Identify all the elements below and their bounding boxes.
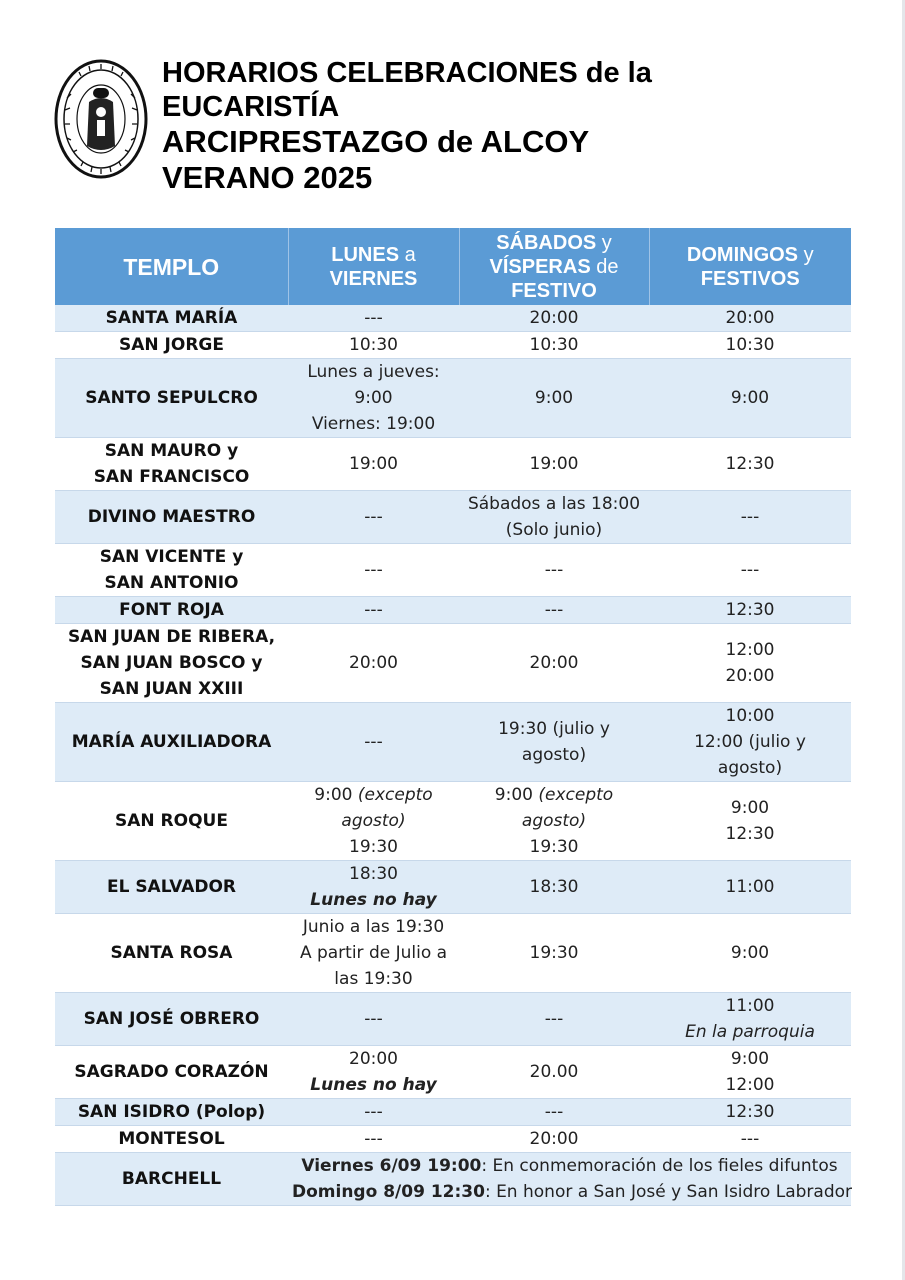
lunes-viernes-cell xyxy=(288,438,459,491)
domingos-cell xyxy=(649,861,851,914)
templo-name: SAN ROQUE xyxy=(115,811,228,831)
sabados-cell xyxy=(459,1046,649,1099)
time-value: 19:30 xyxy=(349,837,398,857)
templo-name: SAN FRANCISCO xyxy=(93,467,250,487)
lunes-viernes-cell xyxy=(288,914,459,993)
domingos-cell xyxy=(649,914,851,993)
time-value: --- xyxy=(364,600,383,620)
time-value: 10:30 xyxy=(529,335,579,355)
lunes-viernes-cell xyxy=(288,1126,459,1153)
domingos-cell xyxy=(649,544,851,597)
templo-name: DIVINO MAESTRO xyxy=(87,507,256,527)
sabados-cell xyxy=(459,703,649,782)
time-value: 11:00 xyxy=(725,996,775,1016)
lunes-viernes-cell xyxy=(288,861,459,914)
barchell-schedule-cell xyxy=(288,1153,851,1206)
time-value: Sábados a las 18:00 xyxy=(467,494,641,514)
exception-note: Lunes no hay xyxy=(310,1075,437,1095)
templo-name: SAN JUAN XXIII xyxy=(99,679,244,699)
header-viernes: VIERNES xyxy=(329,267,418,290)
header-lunes: LUNES xyxy=(331,243,400,266)
sabados-cell xyxy=(459,993,649,1046)
exception-note: agosto) xyxy=(341,811,406,831)
templo-cell xyxy=(55,1099,288,1126)
lunes-viernes-cell xyxy=(288,597,459,624)
time-value: 20:00 xyxy=(725,666,775,686)
lunes-viernes-cell xyxy=(288,703,459,782)
time-value: 20.00 xyxy=(529,1062,579,1082)
exception-note: (excepto xyxy=(352,785,433,805)
time-value: Junio a las 19:30 xyxy=(302,917,445,937)
templo-cell xyxy=(55,359,288,438)
time-value: 10:00 xyxy=(725,706,775,726)
templo-name: SAN VICENTE y xyxy=(99,547,244,567)
sabados-cell xyxy=(459,1126,649,1153)
sabados-cell xyxy=(459,544,649,597)
templo-name: SANTO SEPULCRO xyxy=(85,388,258,408)
table-row xyxy=(55,861,851,914)
table-row xyxy=(55,597,851,624)
sabados-cell xyxy=(459,914,649,993)
domingos-cell xyxy=(649,703,851,782)
time-value: 12:00 xyxy=(725,640,775,660)
time-value: --- xyxy=(740,1129,760,1149)
templo-name: FONT ROJA xyxy=(119,600,224,620)
sabados-cell xyxy=(459,597,649,624)
templo-cell xyxy=(55,491,288,544)
table-row xyxy=(55,491,851,544)
time-value: --- xyxy=(544,560,564,580)
time-value: 20:00 xyxy=(725,308,775,328)
domingos-cell xyxy=(649,332,851,359)
table-row xyxy=(55,438,851,491)
templo-cell xyxy=(55,993,288,1046)
time-value: 9:00 xyxy=(730,943,770,963)
header-lunes-viernes xyxy=(288,228,459,305)
domingos-cell xyxy=(649,1046,851,1099)
header-sabados xyxy=(459,228,649,305)
time-value: 9:00 xyxy=(730,798,770,818)
lunes-viernes-cell xyxy=(288,782,459,861)
title-line-2: EUCARISTÍA xyxy=(162,91,340,123)
time-value: (Solo junio) xyxy=(505,520,603,540)
lunes-viernes-cell xyxy=(288,305,459,332)
table-row xyxy=(55,1046,851,1099)
templo-cell xyxy=(55,703,288,782)
time-value: --- xyxy=(364,732,383,752)
time-value: --- xyxy=(364,1102,383,1122)
sabados-cell xyxy=(459,624,649,703)
header-domingos xyxy=(649,228,851,305)
header-festivo: FESTIVO xyxy=(511,279,597,302)
time-value: --- xyxy=(364,1009,383,1029)
time-value: --- xyxy=(364,1129,383,1149)
time-value: --- xyxy=(544,1102,564,1122)
time-value: 19:00 xyxy=(349,454,398,474)
templo-cell xyxy=(55,597,288,624)
document-title xyxy=(162,56,862,196)
sabados-cell xyxy=(459,359,649,438)
templo-name: SAN ISIDRO (Polop) xyxy=(77,1102,266,1122)
table-row xyxy=(55,1126,851,1153)
time-value: 20:00 xyxy=(349,653,398,673)
time-value: 19:30 (julio y xyxy=(498,719,610,739)
sabados-cell xyxy=(459,782,649,861)
time-value: 20:00 xyxy=(349,1049,398,1069)
header-templo: TEMPLO xyxy=(55,228,288,305)
templo-cell xyxy=(55,1126,288,1153)
header-visperas-de: de xyxy=(590,255,619,278)
time-value: 12:30 xyxy=(725,824,775,844)
barchell-date-1: Viernes 6/09 19:00 xyxy=(301,1156,482,1176)
time-value: Lunes a jueves: 9:00 xyxy=(307,362,440,408)
table-row xyxy=(55,1099,851,1126)
lunes-viernes-cell xyxy=(288,544,459,597)
header-visperas: VÍSPERAS xyxy=(489,255,591,278)
sabados-cell xyxy=(459,1099,649,1126)
table-row xyxy=(55,703,851,782)
table-row xyxy=(55,782,851,861)
domingos-cell xyxy=(649,1126,851,1153)
templo-name: SANTA ROSA xyxy=(110,943,233,963)
templo-name: SAN MAURO y xyxy=(104,441,239,461)
time-value: 12:30 xyxy=(725,1102,775,1122)
time-value: 9:00 xyxy=(314,785,353,805)
header-sabados-y: y xyxy=(596,231,612,254)
time-value: 12:30 xyxy=(725,600,775,620)
templo-name: SAN JOSÉ OBRERO xyxy=(83,1009,260,1029)
time-value: --- xyxy=(364,308,383,328)
table-row xyxy=(55,624,851,703)
templo-cell xyxy=(55,782,288,861)
sabados-cell xyxy=(459,438,649,491)
time-value: 20:00 xyxy=(529,653,579,673)
sabados-cell xyxy=(459,305,649,332)
templo-cell xyxy=(55,1046,288,1099)
time-value: 11:00 xyxy=(725,877,775,897)
templo-cell xyxy=(55,544,288,597)
time-value: las 19:30 xyxy=(334,969,413,989)
header-lunes-a: a xyxy=(399,243,416,266)
title-line-3: ARCIPRESTAZGO de ALCOY xyxy=(162,124,590,159)
domingos-cell xyxy=(649,1099,851,1126)
header-domingos-word: DOMINGOS xyxy=(686,243,799,266)
time-value: --- xyxy=(364,507,383,527)
time-value: Viernes: 19:00 xyxy=(311,414,436,434)
templo-name: EL SALVADOR xyxy=(106,877,237,897)
time-value: 18:30 xyxy=(349,864,398,884)
time-value: 12:30 xyxy=(725,454,775,474)
templo-name: SAN ANTONIO xyxy=(104,573,239,593)
exception-note: (excepto xyxy=(532,785,614,805)
lunes-viernes-cell xyxy=(288,359,459,438)
domingos-cell xyxy=(649,782,851,861)
header-sabados-word: SÁBADOS xyxy=(496,231,597,254)
table-row xyxy=(55,993,851,1046)
domingos-cell xyxy=(649,359,851,438)
table-row xyxy=(55,359,851,438)
time-value: 9:00 xyxy=(730,1049,770,1069)
time-value: agosto) xyxy=(717,758,783,778)
time-value: 18:30 xyxy=(529,877,579,897)
sabados-cell xyxy=(459,332,649,359)
templo-name: MARÍA AUXILIADORA xyxy=(71,732,272,752)
templo-cell xyxy=(55,914,288,993)
time-value: agosto) xyxy=(521,745,587,765)
templo-name: BARCHELL xyxy=(121,1169,222,1189)
time-value: 9:00 xyxy=(494,785,533,805)
time-value: --- xyxy=(740,507,760,527)
barchell-desc-2: : En honor a San José y San Isidro Labrador xyxy=(484,1182,852,1202)
table-row xyxy=(55,305,851,332)
time-value: 12:00 xyxy=(725,1075,775,1095)
header-domingos-y: y xyxy=(798,243,814,266)
table-row xyxy=(55,914,851,993)
time-value: 10:30 xyxy=(725,335,775,355)
templo-name: SAN JUAN BOSCO y xyxy=(80,653,263,673)
time-value: 12:00 (julio y xyxy=(694,732,806,752)
lunes-viernes-cell xyxy=(288,332,459,359)
templo-name: SAN JUAN DE RIBERA, xyxy=(67,627,276,647)
time-value: A partir de Julio a xyxy=(299,943,448,963)
domingos-cell xyxy=(649,624,851,703)
time-value: 10:30 xyxy=(349,335,398,355)
lunes-viernes-cell xyxy=(288,1099,459,1126)
time-value: 19:00 xyxy=(529,454,579,474)
sabados-cell xyxy=(459,861,649,914)
time-value: 19:30 xyxy=(529,837,579,857)
lunes-viernes-cell xyxy=(288,624,459,703)
table-row xyxy=(55,544,851,597)
barchell-desc-1: : En conmemoración de los fieles difuntos xyxy=(481,1156,838,1176)
title-line-4: VERANO 2025 xyxy=(162,160,373,195)
domingos-cell xyxy=(649,305,851,332)
time-value: 9:00 xyxy=(730,388,770,408)
title-line-1: HORARIOS CELEBRACIONES de la xyxy=(162,57,652,89)
mass-schedule-table xyxy=(55,228,851,1206)
templo-cell xyxy=(55,332,288,359)
time-value: 20:00 xyxy=(529,308,579,328)
time-value: --- xyxy=(740,560,760,580)
exception-note: agosto) xyxy=(521,811,587,831)
templo-name: SANTA MARÍA xyxy=(105,308,238,328)
lunes-viernes-cell xyxy=(288,1046,459,1099)
archpriesthood-seal-logo xyxy=(53,58,149,180)
time-value: 19:30 xyxy=(529,943,579,963)
time-value: --- xyxy=(544,600,564,620)
exception-note: Lunes no hay xyxy=(310,890,437,910)
templo-name: MONTESOL xyxy=(118,1129,225,1149)
header-festivos: FESTIVOS xyxy=(700,267,800,290)
templo-name: SAN JORGE xyxy=(119,335,224,355)
exception-note: En la parroquia xyxy=(685,1022,815,1042)
table-header-row xyxy=(55,228,851,305)
table-row xyxy=(55,332,851,359)
domingos-cell xyxy=(649,491,851,544)
domingos-cell xyxy=(649,993,851,1046)
templo-cell xyxy=(55,624,288,703)
time-value: 9:00 xyxy=(534,388,574,408)
sabados-cell xyxy=(459,491,649,544)
time-value: --- xyxy=(364,560,383,580)
time-value: 20:00 xyxy=(529,1129,579,1149)
templo-cell xyxy=(55,305,288,332)
templo-cell xyxy=(55,438,288,491)
templo-name: SAGRADO CORAZÓN xyxy=(74,1062,269,1082)
domingos-cell xyxy=(649,597,851,624)
templo-cell xyxy=(55,1153,288,1206)
table-row-barchell xyxy=(55,1153,851,1206)
barchell-date-2: Domingo 8/09 12:30 xyxy=(292,1182,485,1202)
templo-cell xyxy=(55,861,288,914)
lunes-viernes-cell xyxy=(288,993,459,1046)
domingos-cell xyxy=(649,438,851,491)
time-value: --- xyxy=(544,1009,564,1029)
lunes-viernes-cell xyxy=(288,491,459,544)
